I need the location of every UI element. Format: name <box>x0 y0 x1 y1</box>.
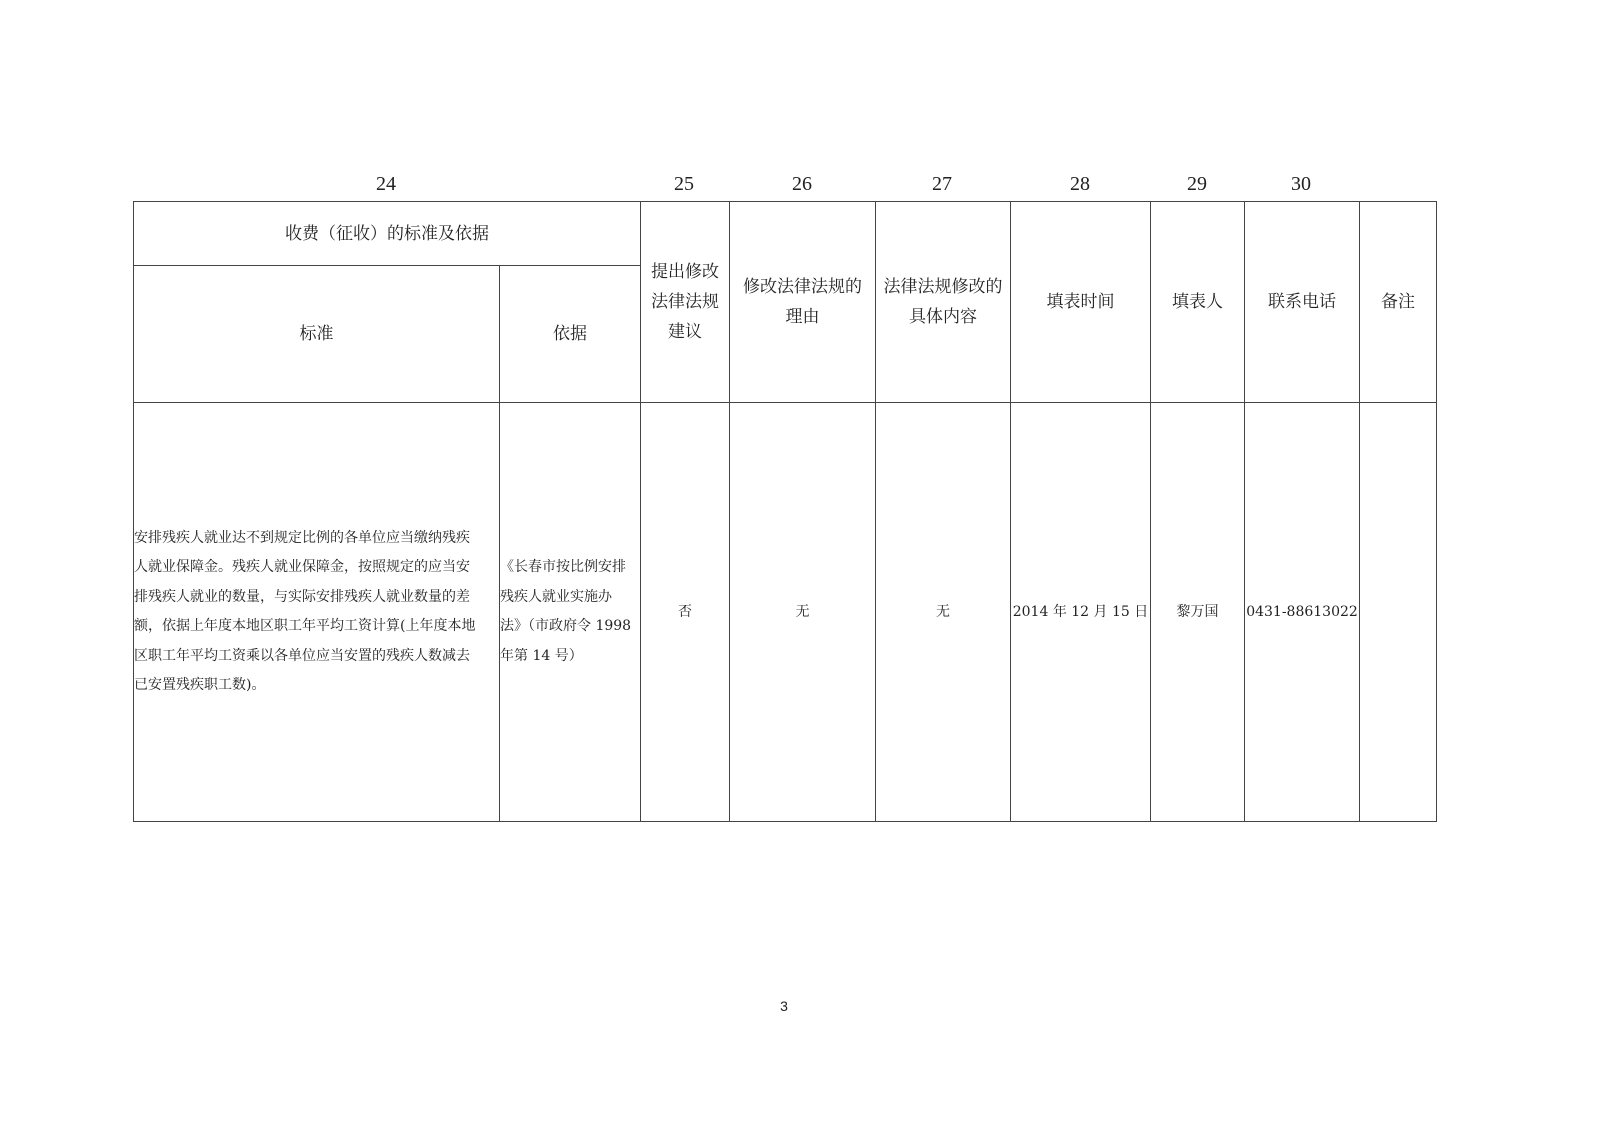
column-number: 29 <box>1187 173 1207 195</box>
cell-fill-time: 2014 年 12 月 15 日 <box>1011 403 1151 822</box>
column-number: 28 <box>1070 173 1090 195</box>
header-line: 提出修改 <box>651 262 719 282</box>
header-line: 理由 <box>785 307 820 327</box>
cell-propose: 否 <box>641 403 730 822</box>
header-propose-amendment <box>641 202 730 403</box>
table-row <box>134 403 1437 822</box>
header-basis: 依据 <box>500 266 641 403</box>
header-line: 法律法规 <box>651 292 719 312</box>
cell-phone: 0431-88613022 <box>1245 403 1360 822</box>
text-line: 安排残疾人就业达不到规定比例的各单位应当缴纳残疾 <box>134 529 470 546</box>
text-line: 年第 14 号） <box>500 647 583 664</box>
cell-standard <box>134 403 500 822</box>
header-phone: 联系电话 <box>1245 202 1360 403</box>
cell-filler: 黎万国 <box>1151 403 1245 822</box>
header-line: 修改法律法规的 <box>743 277 862 297</box>
text-line: 人就业保障金。残疾人就业保障金，按照规定的应当安 <box>134 559 470 575</box>
column-number: 24 <box>376 173 396 195</box>
header-amendment-content <box>876 202 1011 403</box>
header-line: 建议 <box>668 322 702 342</box>
text-line: 已安置残疾职工数)。 <box>134 677 266 693</box>
text-line: 残疾人就业实施办 <box>500 588 612 605</box>
cell-content: 无 <box>876 403 1011 822</box>
text-line: 额，依据上年度本地区职工年平均工资计算(上年度本地 <box>134 618 476 634</box>
header-fee-standard-group: 收费（征收）的标准及依据 <box>134 202 641 266</box>
cell-reason: 无 <box>730 403 876 822</box>
column-number: 26 <box>792 173 812 195</box>
column-number: 30 <box>1291 173 1311 195</box>
text-line: 法》（市政府令 1998 <box>500 618 632 634</box>
header-remark: 备注 <box>1360 202 1437 403</box>
header-line: 法律法规修改的 <box>883 277 1003 297</box>
text-line: 排残疾人就业的数量，与实际安排残疾人就业数量的差 <box>134 588 470 605</box>
text-line: 区职工年平均工资乘以各单位应当安置的残疾人数减去 <box>134 647 470 664</box>
page-number: 3 <box>780 998 788 1014</box>
cell-remark <box>1360 403 1437 822</box>
column-number: 25 <box>674 173 694 195</box>
header-line: 具体内容 <box>909 307 977 327</box>
cell-basis <box>500 403 641 822</box>
header-standard: 标准 <box>134 266 500 403</box>
header-filler: 填表人 <box>1151 202 1245 403</box>
text-line: 《长春市按比例安排 <box>500 559 626 575</box>
fee-standard-table <box>133 201 1437 822</box>
header-amendment-reason <box>730 202 876 403</box>
header-fill-time: 填表时间 <box>1011 202 1151 403</box>
column-number: 27 <box>932 173 952 195</box>
